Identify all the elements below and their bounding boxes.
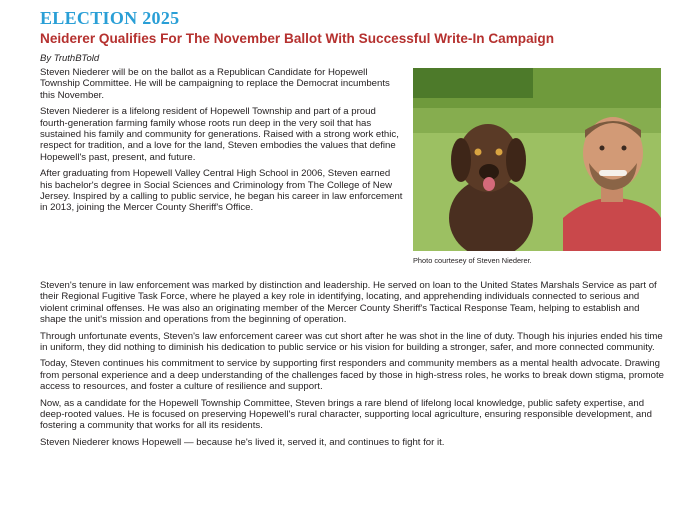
article-headline: Neiderer Qualifies For The November Ballot With Successful Write-In Campaign — [40, 31, 555, 46]
paragraph-3: After graduating from Hopewell Valley Central High School in 2006, Steven earned his bachelor's degree in Social Sciences and Criminology from The College of New Jersey. Inspired by a calling to public service, he began his career in law enforcement in 2013, joining the Mercer County Sheriff's Office. — [40, 168, 403, 214]
man-smile — [599, 170, 627, 176]
paragraph-6: Today, Steven continues his commitment to service by supporting first responders and community members as a mental health advocate. Drawing from personal experience and a deep understanding of the challenges faced by those in high-stress roles, he works to break down stigma, promote access to resources, and foster a culture of resilience and support. — [40, 358, 664, 393]
candidate-photo — [413, 68, 661, 251]
dog-tongue — [483, 177, 495, 191]
dog-left-ear — [451, 138, 471, 182]
man-right-eye — [622, 146, 627, 151]
dog-left-eye — [475, 149, 482, 156]
photo-caption: Photo courtesey of Steven Niederer. — [413, 256, 532, 265]
paragraph-1: Steven Niederer will be on the ballot as a Republican Candidate for Hopewell Township Committee. He will be campaigning to replace the Democrat incumbents this November. — [40, 67, 390, 101]
dog-right-ear — [506, 138, 526, 182]
man-left-eye — [600, 146, 605, 151]
paragraph-8: Steven Niederer knows Hopewell — because he's lived it, served it, and continues to fight for it. — [40, 436, 445, 448]
paragraph-7: Now, as a candidate for the Hopewell Township Committee, Steven brings a rare blend of lifelong local knowledge, public safety expertise, and deep-rooted values. He is focused on preserving Hopewell's rural character, supporting local agriculture, ensuring responsible development, and fostering a community that works for all its residents. — [40, 397, 652, 432]
paragraph-5: Through unfortunate events, Steven's law enforcement career was cut short after he was shot in the line of duty. Though his injuries ended his time in uniform, they did nothing to diminish his dedication to public service or his vision for building a stronger, safer, and more connected community. — [40, 330, 663, 354]
section-kicker: ELECTION 2025 — [40, 8, 180, 28]
paragraph-2: Steven Niederer is a lifelong resident of Hopewell Township and part of a proud fourth-generation farming family whose roots run deep in the very soil that has sustained his family and community for generations. Raised with a strong work ethic, respect for tradition, and a love for the land, Steven embodies the values that define Hopewell's past, present, and future. — [40, 106, 399, 163]
photo-dark-foliage — [413, 68, 533, 98]
article-body — [40, 280, 664, 453]
dog-right-eye — [496, 149, 503, 156]
article-intro-column — [40, 67, 404, 219]
paragraph-4: Steven's tenure in law enforcement was marked by distinction and leadership. He served on loan to the United States Marshals Service as part of their Regional Fugitive Task Force, where he played a key role in identifying, locating, and apprehending individuals connected to serious and violent criminal offenses. He was also an originating member of the Mercer County Sheriff's Tactical Response Team, helping to establish and shape the unit's mission and operations from the beginning of operation. — [40, 280, 657, 326]
article-byline: By TruthBTold — [40, 53, 100, 64]
photo-illustration — [413, 68, 661, 251]
